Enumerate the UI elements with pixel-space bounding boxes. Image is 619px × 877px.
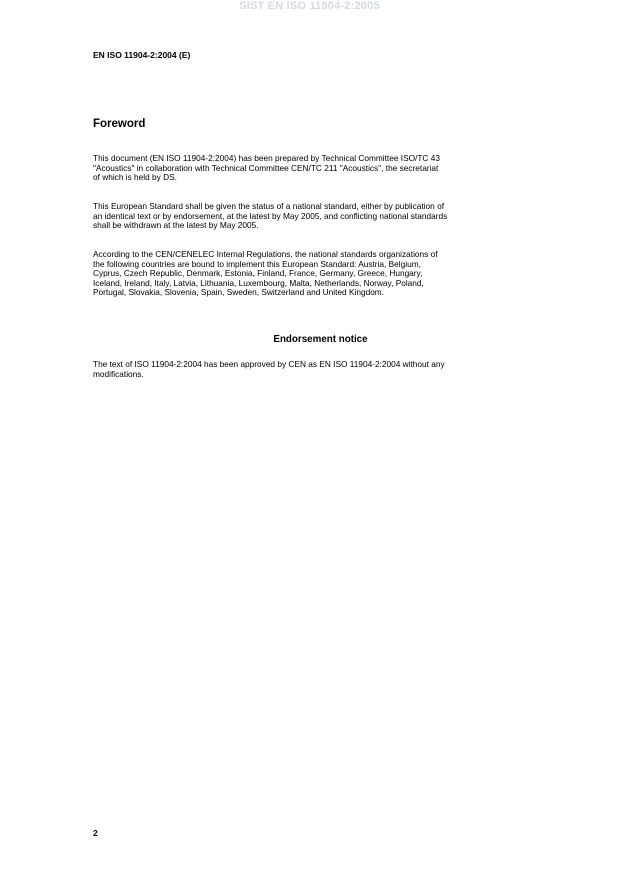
text-line: Iceland, Ireland, Italy, Latvia, Lithuania, Luxembourg, Malta, Netherlands, Norway, Poland,	[93, 277, 424, 288]
endorsement-heading: Endorsement notice	[273, 334, 368, 345]
endorsement-paragraph	[93, 360, 548, 379]
foreword-paragraph-2	[93, 202, 548, 231]
text-line: This European Standard shall be given the status of a national standard, either by publication of	[93, 201, 445, 211]
foreword-heading: Foreword	[93, 118, 146, 130]
text-line: "Acoustics" in collaboration with Technical Committee CEN/TC 211 "Acoustics", the secretariat	[93, 162, 439, 173]
watermark: SIST EN ISO 11904-2:2005	[239, 0, 380, 12]
text-line: shall be withdrawn at the latest by May 2005.	[93, 220, 259, 231]
foreword-paragraph-3	[93, 250, 548, 298]
text-line: Portugal, Slovakia, Slovenia, Spain, Sweden, Switzerland and United Kingdom.	[93, 287, 385, 298]
document-id: EN ISO 11904-2:2004 (E)	[93, 50, 191, 60]
text-line: an identical text or by endorsement, at the latest by May 2005, and conflicting national standards	[93, 210, 448, 221]
text-line: Cyprus, Czech Republic, Denmark, Estonia, Finland, France, Germany, Greece, Hungary,	[93, 268, 423, 279]
page-number: 2	[93, 828, 98, 838]
text-line: of which is held by DS.	[93, 172, 177, 183]
text-line: modifications.	[93, 368, 144, 379]
text-line: The text of ISO 11904-2:2004 has been approved by CEN as EN ISO 11904-2:2004 without any	[93, 359, 445, 369]
text-line: This document (EN ISO 11904-2:2004) has been prepared by Technical Committee ISO/TC 43	[93, 153, 440, 163]
text-line: the following countries are bound to implement this European Standard: Austria, Belgium,	[93, 258, 421, 269]
foreword-paragraph-1	[93, 154, 548, 183]
text-line: According to the CEN/CENELEC Internal Regulations, the national standards organizations of	[93, 249, 438, 259]
